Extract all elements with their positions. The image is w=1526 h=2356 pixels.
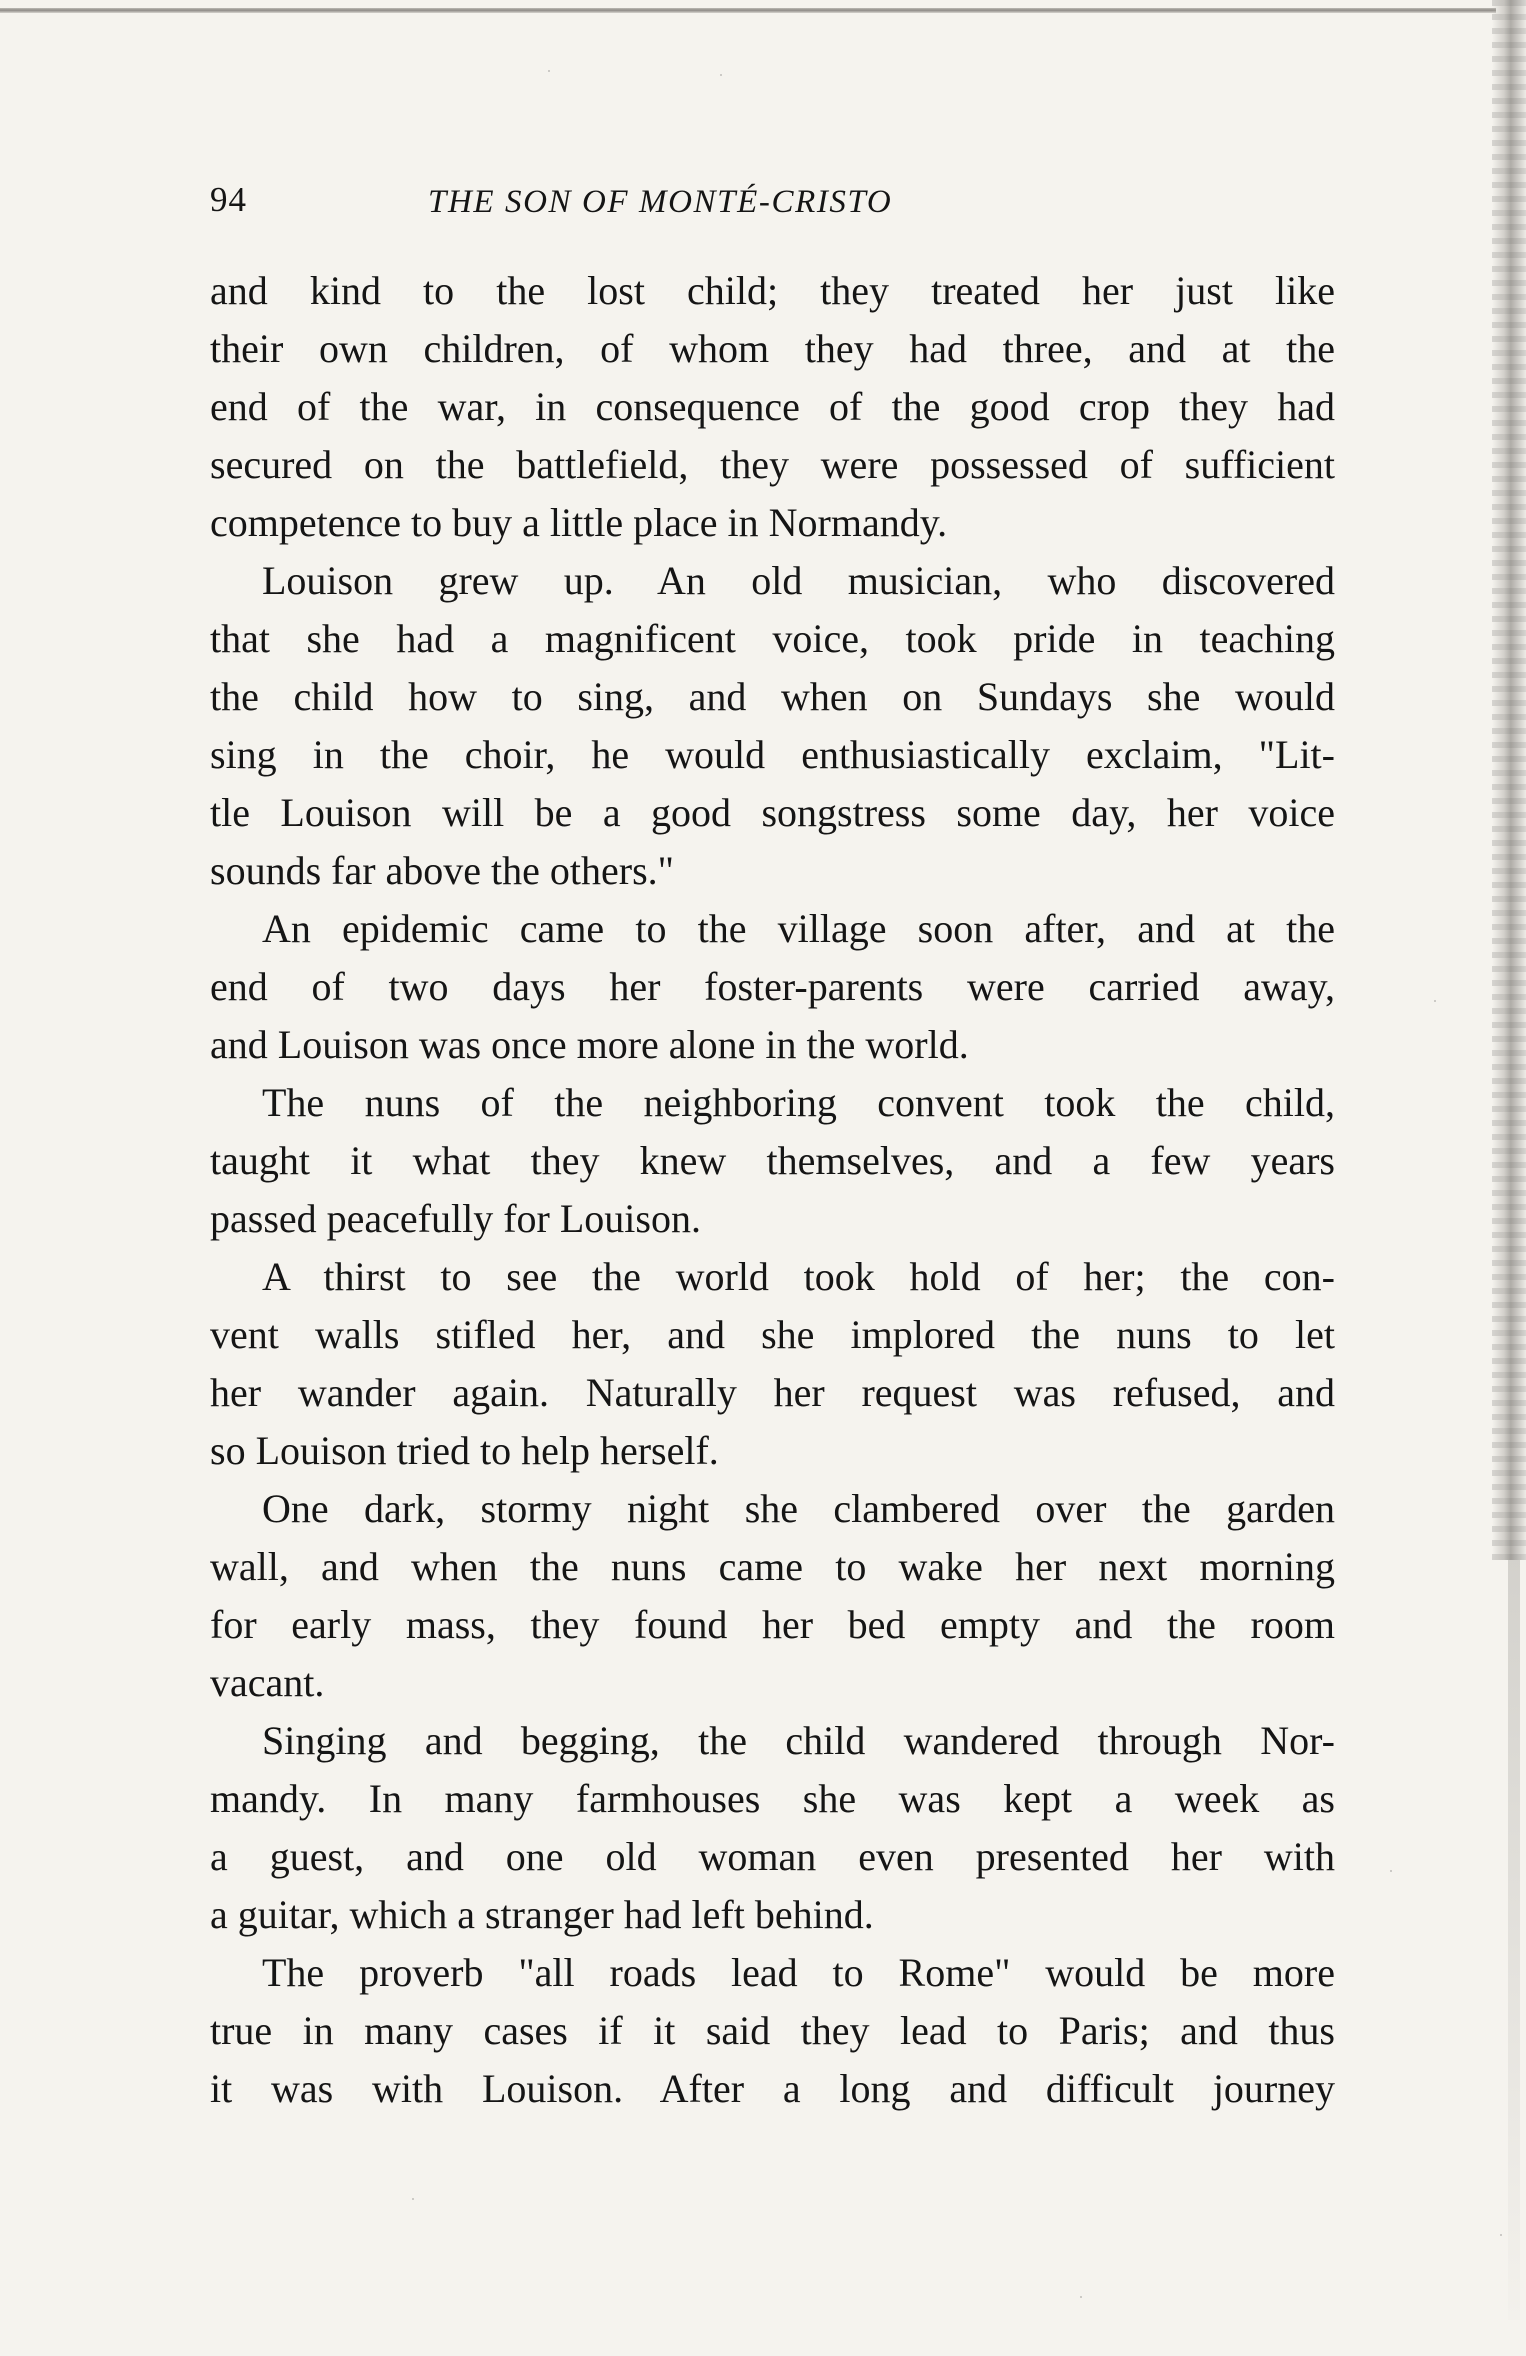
paragraph: [210, 1074, 1335, 1248]
text-line: The nuns of the neighboring convent took the child,: [262, 1080, 1335, 1125]
text-line: end of two days her foster-parents were carried away,: [210, 964, 1335, 1009]
paragraph: [210, 1248, 1335, 1480]
paper-speck: [1390, 1870, 1392, 1872]
paper-speck: [1080, 2296, 1082, 2298]
text-line: vent walls stifled her, and she implored the nuns to let: [210, 1312, 1335, 1357]
text-line: end of the war, in consequence of the good crop they had: [210, 384, 1335, 429]
text-line: and kind to the lost child; they treated her just like: [210, 268, 1335, 313]
text-line: her wander again. Naturally her request was refused, and: [210, 1370, 1335, 1415]
paper-speck: [412, 2198, 414, 2200]
text-line: sing in the choir, he would enthusiastically exclaim, "Lit-: [210, 732, 1335, 777]
text-line: passed peacefully for Louison.: [210, 1196, 701, 1241]
text-line: mandy. In many farmhouses she was kept a week as: [210, 1776, 1335, 1821]
text-line: vacant.: [210, 1660, 325, 1705]
text-line: it was with Louison. After a long and difficult journey: [210, 2066, 1335, 2111]
text-line: so Louison tried to help herself.: [210, 1428, 719, 1473]
paragraph: [210, 262, 1335, 552]
text-line: The proverb "all roads lead to Rome" would be more: [262, 1950, 1335, 1995]
text-line: wall, and when the nuns came to wake her next morning: [210, 1544, 1335, 1589]
text-line: and Louison was once more alone in the world.: [210, 1022, 969, 1067]
text-line: the child how to sing, and when on Sundays she would: [210, 674, 1335, 719]
text-line: for early mass, they found her bed empty and the room: [210, 1602, 1335, 1647]
paper-speck: [1434, 1000, 1436, 1002]
text-line: taught it what they knew themselves, and a few years: [210, 1138, 1335, 1183]
page-number: 94: [210, 180, 247, 219]
top-rule: [0, 8, 1496, 13]
text-line: a guest, and one old woman even presented her with: [210, 1834, 1335, 1879]
text-line: that she had a magnificent voice, took pride in teaching: [210, 616, 1335, 661]
paragraph: [210, 1944, 1335, 2118]
text-line: Louison grew up. An old musician, who discovered: [262, 558, 1335, 603]
page-edge-shadow-lower: [1508, 1560, 1520, 2320]
text-line: competence to buy a little place in Normandy.: [210, 500, 948, 545]
text-line: secured on the battlefield, they were possessed of sufficient: [210, 442, 1335, 487]
text-line: tle Louison will be a good songstress some day, her voice: [210, 790, 1335, 835]
text-line: a guitar, which a stranger had left behind.: [210, 1892, 874, 1937]
text-line: true in many cases if it said they lead to Paris; and thus: [210, 2008, 1335, 2053]
paper-speck: [548, 70, 550, 72]
text-line: Singing and begging, the child wandered through Nor-: [262, 1718, 1335, 1763]
paragraph: [210, 900, 1335, 1074]
paper-speck: [720, 74, 722, 76]
text-line: One dark, stormy night she clambered over the garden: [262, 1486, 1335, 1531]
body-text: [210, 262, 1335, 2118]
paragraph: [210, 552, 1335, 900]
text-line: sounds far above the others.": [210, 848, 674, 893]
text-line: A thirst to see the world took hold of her; the con-: [262, 1254, 1335, 1299]
page-header: [210, 176, 1335, 236]
text-line: their own children, of whom they had three, and at the: [210, 326, 1335, 371]
page-edge-shadow: [1492, 0, 1526, 1560]
running-title: THE SON OF MONTÉ-CRISTO: [428, 184, 893, 220]
paragraph: [210, 1480, 1335, 1712]
paper-speck: [1500, 2234, 1502, 2236]
text-line: An epidemic came to the village soon after, and at the: [262, 906, 1335, 951]
paragraph: [210, 1712, 1335, 1944]
